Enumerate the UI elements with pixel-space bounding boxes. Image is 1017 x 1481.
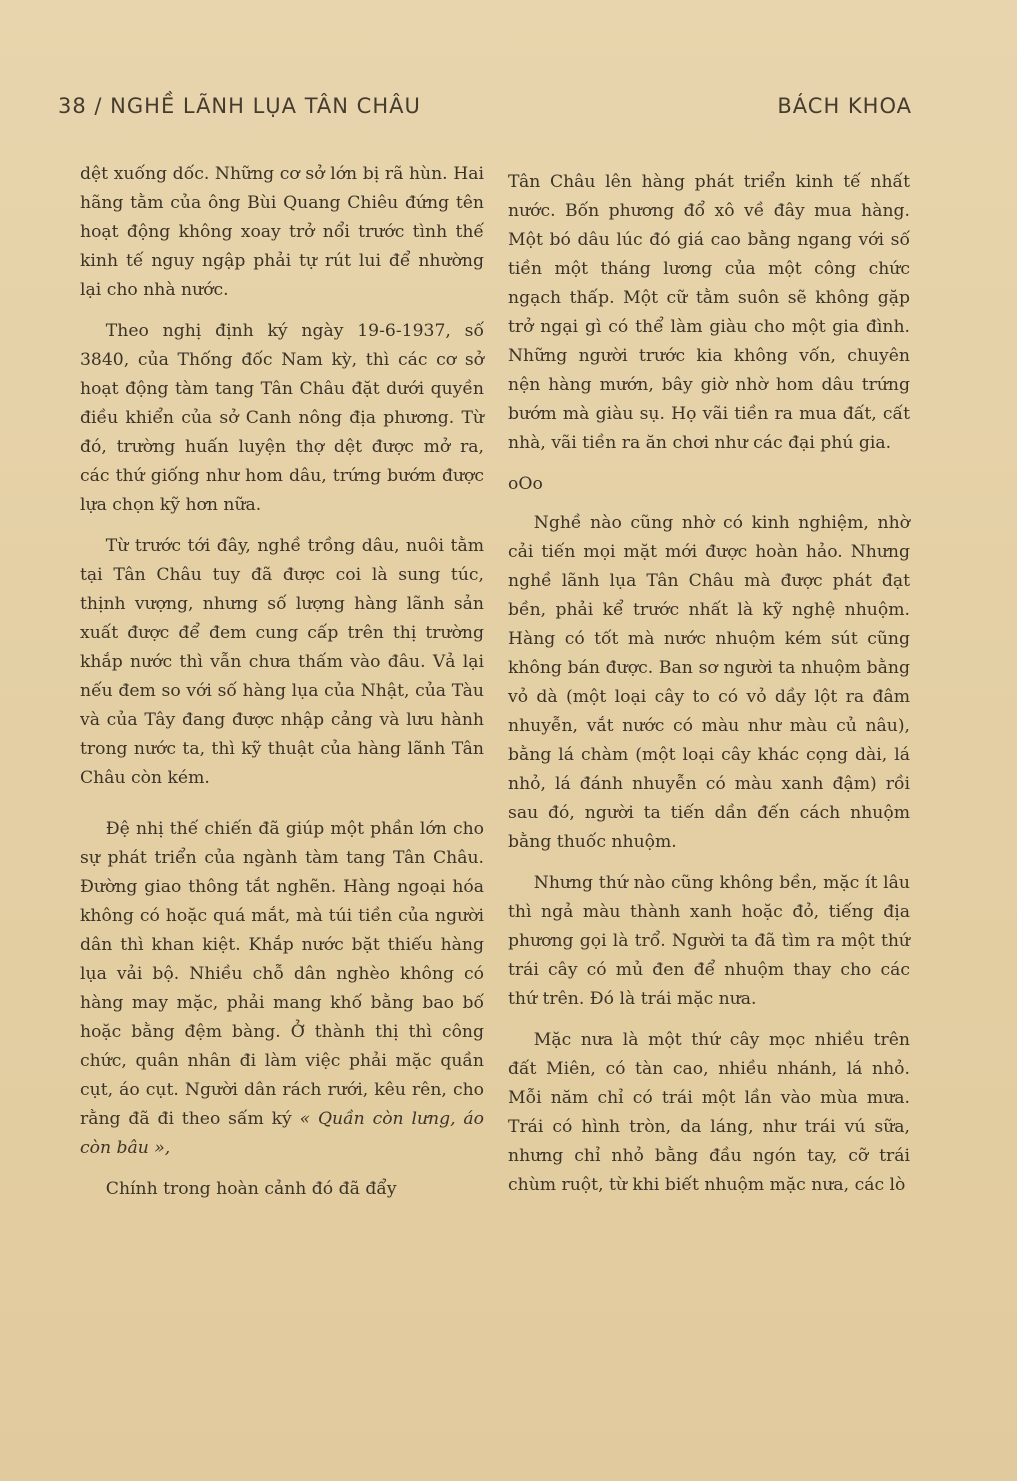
paragraph: Mặc nưa là một thứ cây mọc nhiều trên đất Miên, có tàn cao, nhiều nhánh, lá nhỏ. Mỗi năm chỉ có trái một lần vào mùa mưa. Trái có hình tròn, da láng, như trái vú sữa, nhưng chỉ nhỏ bằng đầu ngón tay, cỡ trái chùm ruột, từ khi biết nhuộm mặc nưa, các lò (508, 1030, 910, 1195)
paragraph: Chính trong hoàn cảnh đó đã đẩy (105, 1179, 397, 1199)
paragraph (80, 815, 484, 1163)
publication-name: BÁCH KHOA (777, 94, 912, 118)
running-title: NGHỀ LÃNH LỤA TÂN CHÂU (110, 94, 421, 118)
paragraph: Nhưng thứ nào cũng không bền, mặc ít lâu thì ngả màu thành xanh hoặc đỏ, tiếng địa phương gọi là trổ. Người ta đã tìm ra một thứ trái cây có mủ đen để nhuộm thay cho các thứ trên. Đó là trái mặc nưa. (508, 873, 910, 1009)
page-number: 38 / (58, 94, 103, 118)
paragraph: Từ trước tới đây, nghề trồng dâu, nuôi tằm tại Tân Châu tuy đã được coi là sung túc, thịnh vượng, nhưng số lượng hàng lãnh sản xuất được để đem cung cấp trên thị trường khắp nước thì vẫn chưa thấm vào đâu. Vả lại nếu đem so với số hàng lụa của Nhật, của Tàu và của Tây đang được nhập cảng và lưu hành trong nước ta, thì kỹ thuật của hàng lãnh Tân Châu còn kém. (80, 536, 484, 788)
paragraph: Tân Châu lên hàng phát triển kinh tế nhất nước. Bốn phương đổ xô về đây mua hàng. Một bó dâu lúc đó giá cao bằng ngang với số tiền một tháng lương của một công chức ngạch thấp. Một cữ tằm suôn sẽ không gặp trở ngại gì có thể làm giàu cho một gia đình. Những người trước kia không vốn, chuyên nện hàng mướn, bây giờ nhờ hom dâu trứng bướm mà giàu sụ. Họ vãi tiền ra mua đất, cất nhà, vãi tiền ra ăn chơi như các đại phú gia. (508, 172, 910, 453)
paragraph: Nghề nào cũng nhờ có kinh nghiệm, nhờ cải tiến mọi mặt mới được hoàn hảo. Nhưng nghề lãnh lụa Tân Châu mà được phát đạt bền, phải kể trước nhất là kỹ nghệ nhuộm. Hàng có tốt mà nước nhuộm kém sút cũng không bán được. Ban sơ người ta nhuộm bằng vỏ dà (một loại cây to có vỏ dầy lột ra đâm nhuyễn, vắt nước có màu như màu củ nâu), bằng lá chàm (một loại cây khác cọng dài, lá nhỏ, lá đánh nhuyễn có màu xanh đậm) rồi sau đó, người ta tiến dần đến cách nhuộm bằng thuốc nhuộm. (508, 513, 910, 852)
paragraph-text: Đệ nhị thế chiến đã giúp một phần lớn cho sự phát triển của ngành tàm tang Tân Châu. Đường giao thông tắt nghẽn. Hàng ngoại hóa không có hoặc quá mắt, mà túi tiền của người dân thì khan kiệt. Khắp nước bặt thiếu hàng lụa vải bộ. Nhiều chỗ dân nghèo không có hàng may mặc, phải mang khố bằng bao bố hoặc bằng đệm bàng. Ở thành thị thì công chức, quân nhân đi làm việc phải mặc quần cụt, áo cụt. Người dân rách rưới, kêu rên, cho rằng đã đi theo sấm ký (80, 819, 484, 1129)
right-column (508, 168, 910, 1212)
running-header (58, 94, 912, 128)
section-divider: oOo (508, 474, 543, 494)
left-column (80, 160, 484, 1216)
paragraph: Theo nghị định ký ngày 19-6-1937, số 3840, của Thống đốc Nam kỳ, thì các cơ sở hoạt động tàm tang Tân Châu đặt dưới quyền điều khiển của sở Canh nông địa phương. Từ đó, trường huấn luyện thợ dệt được mở ra, các thứ giống như hom dâu, trứng bướm được lựa chọn kỹ hơn nữa. (80, 321, 484, 515)
paragraph: dệt xuống dốc. Những cơ sở lớn bị rã hùn. Hai hãng tằm của ông Bùi Quang Chiêu đứng tên hoạt động không xoay trở nổi trước tình thế kinh tế nguy ngập phải tự rút lui để nhường lại cho nhà nước. (80, 164, 484, 300)
header-left (58, 94, 421, 118)
quote: « Quần còn lưng, áo còn bâu », (80, 1109, 484, 1158)
